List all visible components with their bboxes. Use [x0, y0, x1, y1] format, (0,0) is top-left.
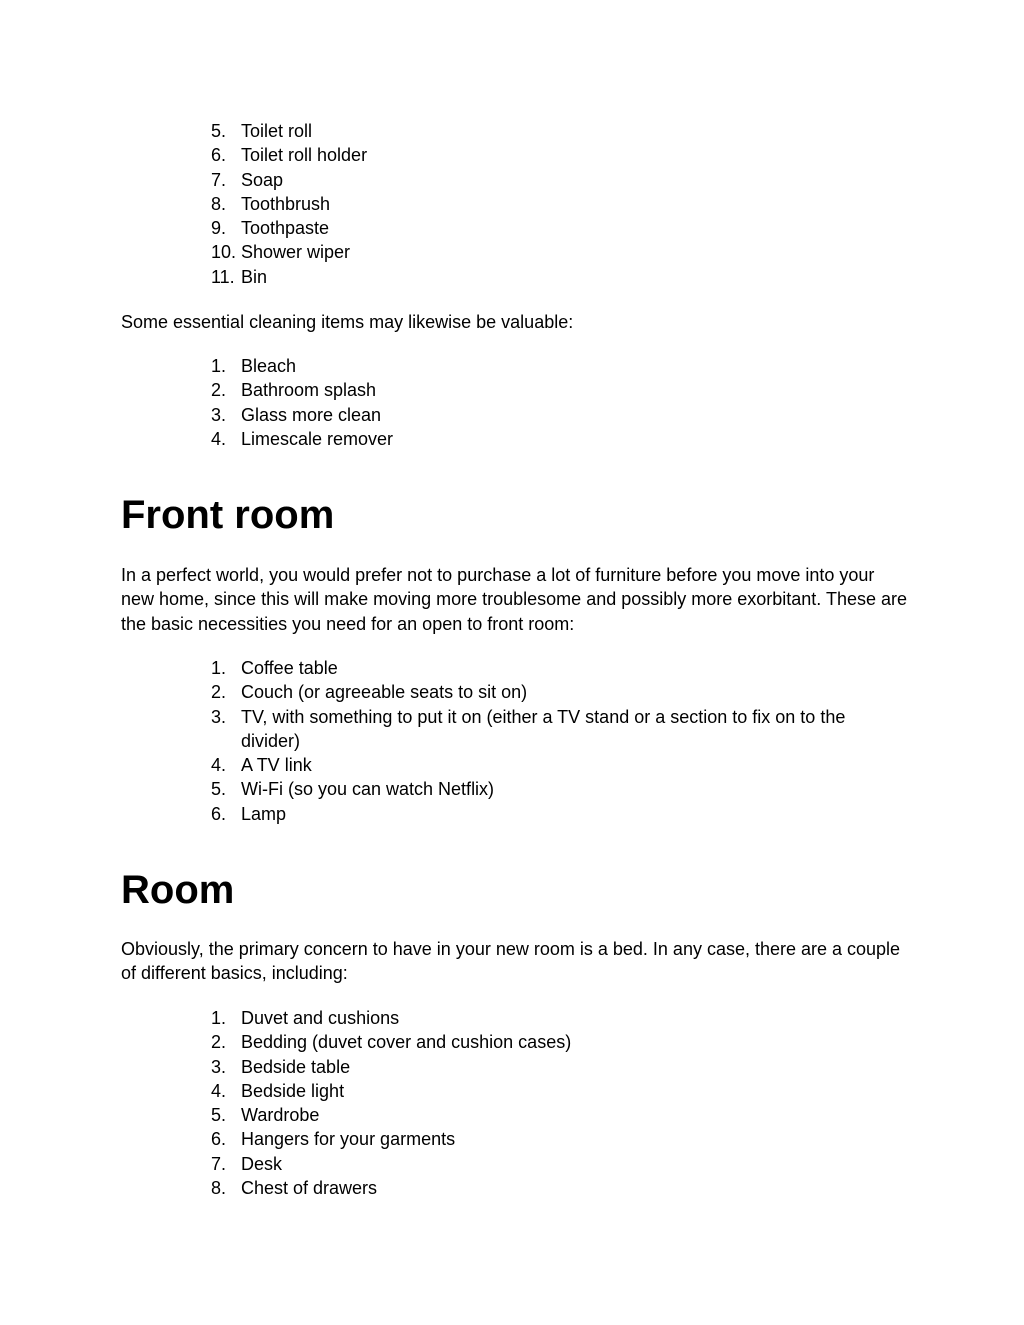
- list-number: 9.: [211, 218, 227, 239]
- list-item-text: Chest of drawers: [241, 1178, 378, 1199]
- list-item: [0, 168, 900, 192]
- room-heading: Room: [121, 868, 235, 912]
- list-number: 1.: [211, 1008, 227, 1028]
- list-item-text: Bedside light: [241, 1080, 345, 1101]
- list-item: [0, 427, 900, 451]
- list-number: 8.: [211, 1178, 227, 1199]
- list-item: [0, 1103, 900, 1127]
- list-number: 10.: [211, 242, 237, 263]
- list-item-text: Bathroom splash: [241, 380, 377, 401]
- list-item-text: Bin: [241, 266, 268, 287]
- list-item: [0, 1127, 900, 1151]
- list-number: 5.: [211, 1105, 227, 1126]
- list-item-text: A TV link: [241, 755, 312, 776]
- list-item-text: Toothbrush: [241, 193, 331, 214]
- room-intro-paragraph: Obviously, the primary concern to have in your new room is a bed. In any case, there are a couple of different basics, including:: [121, 939, 901, 984]
- list-number: 7.: [211, 1153, 227, 1174]
- list-item: [0, 1176, 900, 1200]
- list-number: 6.: [211, 1129, 227, 1150]
- list-item-text: Shower wiper: [241, 242, 351, 263]
- list-item-text: Desk: [241, 1153, 283, 1174]
- list-number: 7.: [211, 169, 227, 190]
- list-item-text: Glass more clean: [241, 404, 382, 425]
- list-item-text: Limescale remover: [241, 428, 394, 449]
- list-item: [0, 705, 900, 754]
- list-item-text: Wi-Fi (so you can watch Netflix): [241, 779, 495, 800]
- list-number: 1.: [211, 658, 227, 678]
- list-item: [0, 680, 900, 704]
- list-item-text: Soap: [241, 169, 284, 190]
- list-item: [0, 777, 900, 801]
- list-item-text: Hangers for your garments: [241, 1129, 456, 1150]
- list-number: 3.: [211, 404, 227, 425]
- list-number: 3.: [211, 706, 227, 727]
- list-item-text: Bedside table: [241, 1056, 351, 1077]
- front-room-intro-paragraph: In a perfect world, you would prefer not to purchase a lot of furniture before you move into your new home, since this will make moving more troublesome and possibly more exorbitant. These are the basic necessities you need for an open to front room:: [121, 565, 908, 634]
- list-item-text: Couch (or agreeable seats to sit on): [241, 682, 528, 703]
- cleaning-items-list: [0, 354, 900, 451]
- list-item: [0, 265, 900, 289]
- list-item-text: Bleach: [241, 356, 297, 376]
- list-number: 3.: [211, 1056, 227, 1077]
- front-room-items-list: [0, 656, 900, 826]
- list-item: [0, 1006, 900, 1030]
- list-item-text: Toilet roll: [241, 121, 313, 141]
- list-item-text: TV, with something to put it on (either a TV stand or a section to fix on to the divider): [241, 706, 846, 751]
- room-items-list: [0, 1006, 900, 1200]
- list-item: [0, 216, 900, 240]
- list-number: 6.: [211, 145, 227, 166]
- list-number: 1.: [211, 356, 227, 376]
- list-number: 4.: [211, 755, 227, 776]
- list-number: 4.: [211, 1080, 227, 1101]
- list-item: [0, 656, 900, 680]
- list-item: [0, 119, 900, 143]
- list-item: [0, 1030, 900, 1054]
- list-item-text: Toothpaste: [241, 218, 330, 239]
- list-item: [0, 143, 900, 167]
- list-item-text: Coffee table: [241, 658, 338, 678]
- list-number: 2.: [211, 1032, 227, 1053]
- list-number: 5.: [211, 121, 227, 141]
- list-item: [0, 240, 900, 264]
- list-item: [0, 1079, 900, 1103]
- list-item: [0, 192, 900, 216]
- bathroom-items-list: [0, 119, 900, 289]
- list-number: 2.: [211, 380, 227, 401]
- list-item-text: Wardrobe: [241, 1105, 320, 1126]
- list-number: 5.: [211, 779, 227, 800]
- cleaning-intro-paragraph: Some essential cleaning items may likewise be valuable:: [121, 312, 574, 332]
- list-item-text: Toilet roll holder: [241, 145, 368, 166]
- list-item: [0, 1055, 900, 1079]
- front-room-heading: Front room: [121, 493, 335, 537]
- list-item: [0, 403, 900, 427]
- list-item: [0, 802, 900, 826]
- list-number: 4.: [211, 428, 227, 449]
- list-item: [0, 753, 900, 777]
- list-item: [0, 354, 900, 378]
- list-number: 6.: [211, 803, 227, 824]
- list-item-text: Bedding (duvet cover and cushion cases): [241, 1032, 572, 1053]
- list-number: 2.: [211, 682, 227, 703]
- list-number: 11.: [211, 266, 235, 287]
- list-item-text: Duvet and cushions: [241, 1008, 400, 1028]
- list-item: [0, 378, 900, 402]
- list-number: 8.: [211, 193, 227, 214]
- list-item-text: Lamp: [241, 803, 287, 824]
- list-item: [0, 1152, 900, 1176]
